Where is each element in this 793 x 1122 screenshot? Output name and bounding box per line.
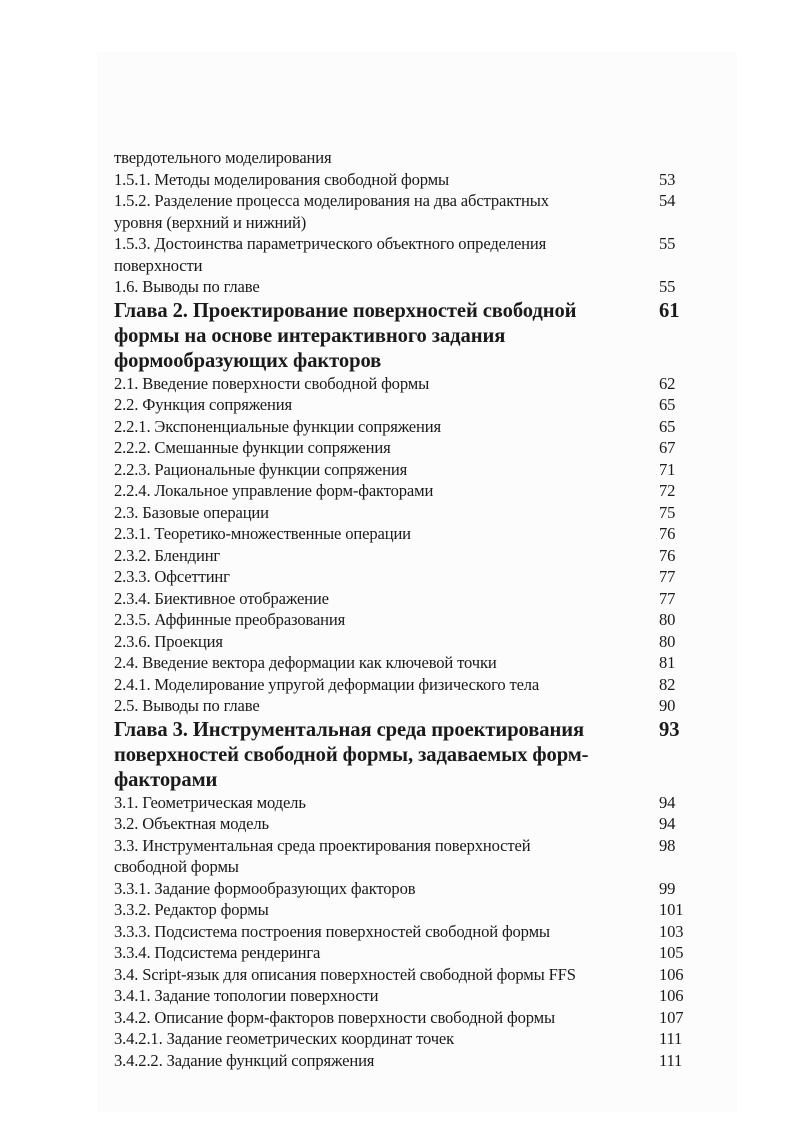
toc-entry-title: 2.3.6. Проекция — [114, 631, 223, 651]
toc-entry — [114, 276, 714, 298]
toc-entry-title: уровня (верхний и нижний) — [114, 212, 307, 232]
toc-entry-title: 2.3.2. Блендинг — [114, 545, 221, 565]
toc-entry-page: 106 — [659, 986, 684, 1005]
toc-entry-title: 2.2.1. Экспоненциальные функции сопряжения — [114, 416, 441, 436]
toc-entry-title: 2.2.4. Локальное управление форм-факторами — [114, 481, 434, 500]
toc-entry — [114, 964, 714, 986]
toc-chapter-heading-line — [114, 324, 714, 348]
toc-entry — [114, 545, 714, 567]
toc-entry-title: 3.4. Script-язык для описания поверхностей свободной формы FFS — [114, 964, 576, 984]
toc-entry-continuation — [114, 212, 714, 234]
toc-entry-page: 71 — [659, 459, 676, 479]
toc-entry-page: 111 — [659, 1029, 683, 1048]
toc-chapter-heading-line — [114, 299, 714, 323]
toc-entry — [114, 878, 714, 900]
toc-entry — [114, 792, 714, 814]
toc-chapter-heading-line — [114, 743, 714, 767]
toc-entry-title: 3.2. Объектная модель — [114, 814, 269, 833]
toc-entry-title: твердотельного моделирования — [114, 148, 332, 167]
toc-entry-title: 3.4.2.1. Задание геометрических координат точек — [114, 1029, 455, 1048]
toc-entry — [114, 502, 714, 524]
toc-entry-title: 2.2.3. Рациональные функции сопряжения — [114, 459, 408, 479]
toc-entry — [114, 566, 714, 588]
toc-entry-title: 1.5.3. Достоинства параметрического объектного определения — [114, 234, 547, 253]
toc-entry-title: поверхности — [114, 255, 203, 275]
toc-entry-title: свободной формы — [114, 857, 239, 876]
toc-entry-page: 80 — [659, 631, 676, 651]
toc-entry-page: 105 — [659, 943, 684, 962]
toc-entry-page: 77 — [659, 588, 676, 608]
toc-chapter-heading-line — [114, 349, 714, 373]
toc-entry — [114, 437, 714, 459]
toc-entry — [114, 1007, 714, 1029]
toc-entry-title: Глава 3. Инструментальная среда проектирования — [114, 718, 585, 741]
toc-entry-page: 72 — [659, 481, 676, 500]
toc-entry — [114, 609, 714, 631]
toc-entry-title: 2.3.4. Биективное отображение — [114, 588, 329, 608]
toc-entry-title: 3.3.2. Редактор формы — [114, 900, 269, 919]
toc-entry — [114, 233, 714, 255]
toc-entry-continuation — [114, 856, 714, 878]
toc-entry — [114, 416, 714, 438]
toc-entry-title: 3.3.1. Задание формообразующих факторов — [114, 878, 416, 898]
toc-entry — [114, 695, 714, 717]
toc-entry — [114, 169, 714, 191]
toc-entry-page: 55 — [659, 234, 676, 253]
toc-entry — [114, 523, 714, 545]
toc-entry-page: 62 — [659, 373, 676, 393]
toc-entry-page: 61 — [659, 299, 680, 322]
table-of-contents — [114, 147, 714, 1071]
toc-entry-page: 76 — [659, 524, 676, 543]
toc-entry — [114, 1028, 714, 1050]
toc-entry — [114, 1050, 714, 1072]
toc-entry-title: 3.3.4. Подсистема рендеринга — [114, 943, 321, 962]
toc-entry-page: 90 — [659, 696, 676, 715]
toc-entry-page: 107 — [659, 1007, 684, 1027]
toc-entry-page: 82 — [659, 674, 676, 694]
toc-entry — [114, 480, 714, 502]
toc-entry-title: 3.3. Инструментальная среда проектирования поверхностей — [114, 835, 531, 855]
toc-entry-page: 106 — [659, 964, 684, 984]
toc-entry-page: 99 — [659, 878, 676, 898]
toc-entry-title: формообразующих факторов — [114, 349, 382, 372]
toc-entry — [114, 631, 714, 653]
toc-entry-page: 77 — [659, 567, 676, 586]
toc-entry-title: факторами — [114, 768, 218, 791]
toc-entry — [114, 588, 714, 610]
toc-entry-title: 2.4.1. Моделирование упругой деформации физического тела — [114, 674, 540, 694]
toc-entry — [114, 835, 714, 857]
toc-entry-page: 65 — [659, 395, 676, 414]
toc-entry-page: 101 — [659, 900, 684, 919]
toc-entry-title: Глава 2. Проектирование поверхностей свободной — [114, 299, 577, 322]
toc-entry-title: 2.3.1. Теоретико-множественные операции — [114, 524, 411, 543]
toc-entry-page: 103 — [659, 921, 684, 941]
toc-entry-continuation — [114, 255, 714, 277]
toc-entry-title: 1.6. Выводы по главе — [114, 277, 260, 296]
toc-entry-title: 1.5.2. Разделение процесса моделирования на два абстрактных — [114, 191, 549, 210]
toc-entry-page: 75 — [659, 502, 676, 522]
toc-entry-title: 2.3. Базовые операции — [114, 502, 269, 522]
toc-entry-page: 55 — [659, 277, 676, 296]
toc-entry-title: поверхностей свободной формы, задаваемых форм- — [114, 743, 589, 766]
toc-entry-title: 3.3.3. Подсистема построения поверхностей свободной формы — [114, 921, 550, 941]
toc-entry-page: 81 — [659, 653, 676, 672]
toc-entry — [114, 459, 714, 481]
toc-entry — [114, 652, 714, 674]
toc-entry-continuation — [114, 147, 714, 169]
toc-entry — [114, 899, 714, 921]
toc-entry — [114, 394, 714, 416]
toc-entry-page: 54 — [659, 191, 676, 210]
toc-entry-page: 76 — [659, 545, 676, 565]
toc-entry — [114, 674, 714, 696]
toc-entry-title: 2.5. Выводы по главе — [114, 696, 260, 715]
toc-entry-title: 2.3.5. Аффинные преобразования — [114, 610, 346, 629]
toc-entry-title: 2.3.3. Офсеттинг — [114, 567, 230, 586]
toc-chapter-heading-line — [114, 718, 714, 742]
toc-entry-page: 65 — [659, 416, 676, 436]
toc-entry-title: 3.1. Геометрическая модель — [114, 792, 306, 812]
toc-entry — [114, 373, 714, 395]
toc-entry-title: 2.2.2. Смешанные функции сопряжения — [114, 438, 391, 457]
toc-entry-page: 111 — [659, 1050, 683, 1070]
toc-entry — [114, 921, 714, 943]
toc-entry-title: 2.1. Введение поверхности свободной формы — [114, 373, 430, 393]
toc-entry-page: 67 — [659, 438, 676, 457]
toc-entry — [114, 985, 714, 1007]
toc-entry-title: 1.5.1. Методы моделирования свободной формы — [114, 169, 449, 189]
toc-entry-page: 80 — [659, 610, 676, 629]
toc-entry-page: 94 — [659, 792, 676, 812]
toc-entry-title: 3.4.1. Задание топологии поверхности — [114, 986, 379, 1005]
toc-entry-title: 2.2. Функция сопряжения — [114, 395, 292, 414]
toc-entry-page: 98 — [659, 835, 676, 855]
toc-entry — [114, 813, 714, 835]
toc-entry-title: 3.4.2.2. Задание функций сопряжения — [114, 1050, 375, 1070]
toc-entry — [114, 942, 714, 964]
toc-entry-title: 3.4.2. Описание форм-факторов поверхности свободной формы — [114, 1007, 556, 1027]
toc-entry-page: 93 — [659, 718, 680, 741]
toc-chapter-heading-line — [114, 768, 714, 792]
toc-entry-title: 2.4. Введение вектора деформации как ключевой точки — [114, 653, 497, 672]
toc-entry-page: 53 — [659, 169, 676, 189]
toc-entry — [114, 190, 714, 212]
toc-entry-page: 94 — [659, 814, 676, 833]
toc-entry-title: формы на основе интерактивного задания — [114, 324, 506, 347]
